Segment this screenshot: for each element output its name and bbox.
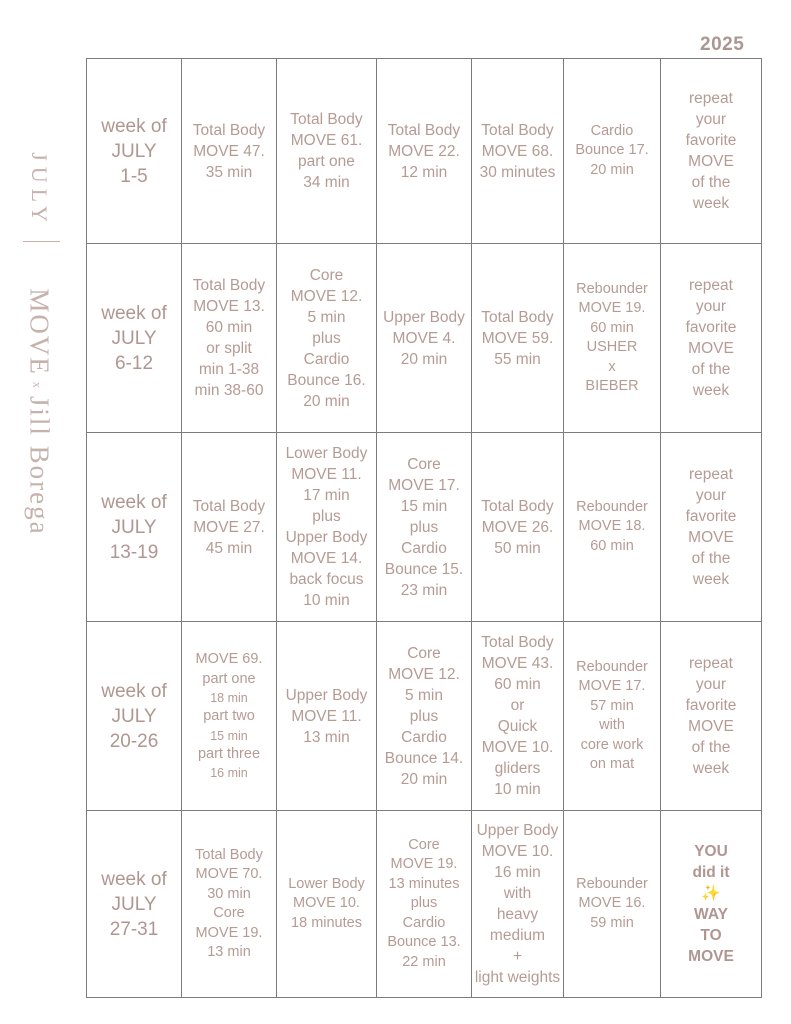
brand-name: Jill Borega xyxy=(24,395,55,536)
workout-cell: Core MOVE 12. 5 min plus Cardio Bounce 14. 20 min xyxy=(377,622,472,811)
workout-cell: Total Body MOVE 22. 12 min xyxy=(377,59,472,244)
week-label: week of JULY 6-12 xyxy=(87,244,182,433)
workout-cell: Upper Body MOVE 4. 20 min xyxy=(377,244,472,433)
sidebar-divider xyxy=(23,241,60,242)
brand-logo xyxy=(24,288,55,535)
workout-cell: Upper Body MOVE 11. 13 min xyxy=(277,622,377,811)
workout-cell: repeat your favorite MOVE of the week xyxy=(661,622,762,811)
brand-x: x xyxy=(30,381,45,390)
year-label: 2025 xyxy=(700,34,745,55)
workout-cell: Total Body MOVE 27. 45 min xyxy=(182,433,277,622)
workout-calendar xyxy=(86,58,762,998)
workout-cell: Upper Body MOVE 10. 16 min with heavy medium + light weights xyxy=(472,811,564,998)
workout-cell: Total Body MOVE 43. 60 min or Quick MOVE 10. gliders 10 min xyxy=(472,622,564,811)
workout-cell: repeat your favorite MOVE of the week xyxy=(661,433,762,622)
workout-cell: Total Body MOVE 26. 50 min xyxy=(472,433,564,622)
week-row-2 xyxy=(87,244,762,433)
workout-cell: Rebounder MOVE 17. 57 min with core work on mat xyxy=(564,622,661,811)
workout-cell: Cardio Bounce 17. 20 min xyxy=(564,59,661,244)
celebration-cell: YOU did it ✨ WAY TO MOVE xyxy=(661,811,762,998)
week-label: week of JULY 20-26 xyxy=(87,622,182,811)
workout-cell: Lower Body MOVE 11. 17 min plus Upper Body MOVE 14. back focus 10 min xyxy=(277,433,377,622)
workout-cell: Rebounder MOVE 16. 59 min xyxy=(564,811,661,998)
workout-cell: repeat your favorite MOVE of the week xyxy=(661,244,762,433)
brand-main: MOVE xyxy=(24,288,55,376)
workout-cell: Core MOVE 17. 15 min plus Cardio Bounce 15. 23 min xyxy=(377,433,472,622)
workout-cell: Core MOVE 12. 5 min plus Cardio Bounce 16. 20 min xyxy=(277,244,377,433)
workout-cell: Total Body MOVE 13. 60 min or split min 1-38 min 38-60 xyxy=(182,244,277,433)
week-label: week of JULY 1-5 xyxy=(87,59,182,244)
workout-cell: Total Body MOVE 47. 35 min xyxy=(182,59,277,244)
workout-cell: Total Body MOVE 61. part one 34 min xyxy=(277,59,377,244)
workout-cell: Total Body MOVE 70. 30 min Core MOVE 19. 13 min xyxy=(182,811,277,998)
workout-cell: Rebounder MOVE 18. 60 min xyxy=(564,433,661,622)
workout-cell: Rebounder MOVE 19. 60 min USHER x BIEBER xyxy=(564,244,661,433)
workout-cell: Total Body MOVE 59. 55 min xyxy=(472,244,564,433)
week-row-3 xyxy=(87,433,762,622)
sidebar xyxy=(0,150,78,570)
workout-cell: repeat your favorite MOVE of the week xyxy=(661,59,762,244)
week-label: week of JULY 13-19 xyxy=(87,433,182,622)
week-row-5 xyxy=(87,811,762,998)
workout-cell: Total Body MOVE 68. 30 minutes xyxy=(472,59,564,244)
week-row-4 xyxy=(87,622,762,811)
workout-cell: Lower Body MOVE 10. 18 minutes xyxy=(277,811,377,998)
week-row-1 xyxy=(87,59,762,244)
month-title: JULY xyxy=(27,152,52,228)
workout-cell: MOVE 69. part one 18 min part two 15 min part three 16 min xyxy=(182,622,277,811)
workout-cell: Core MOVE 19. 13 minutes plus Cardio Bounce 13. 22 min xyxy=(377,811,472,998)
week-label: week of JULY 27-31 xyxy=(87,811,182,998)
